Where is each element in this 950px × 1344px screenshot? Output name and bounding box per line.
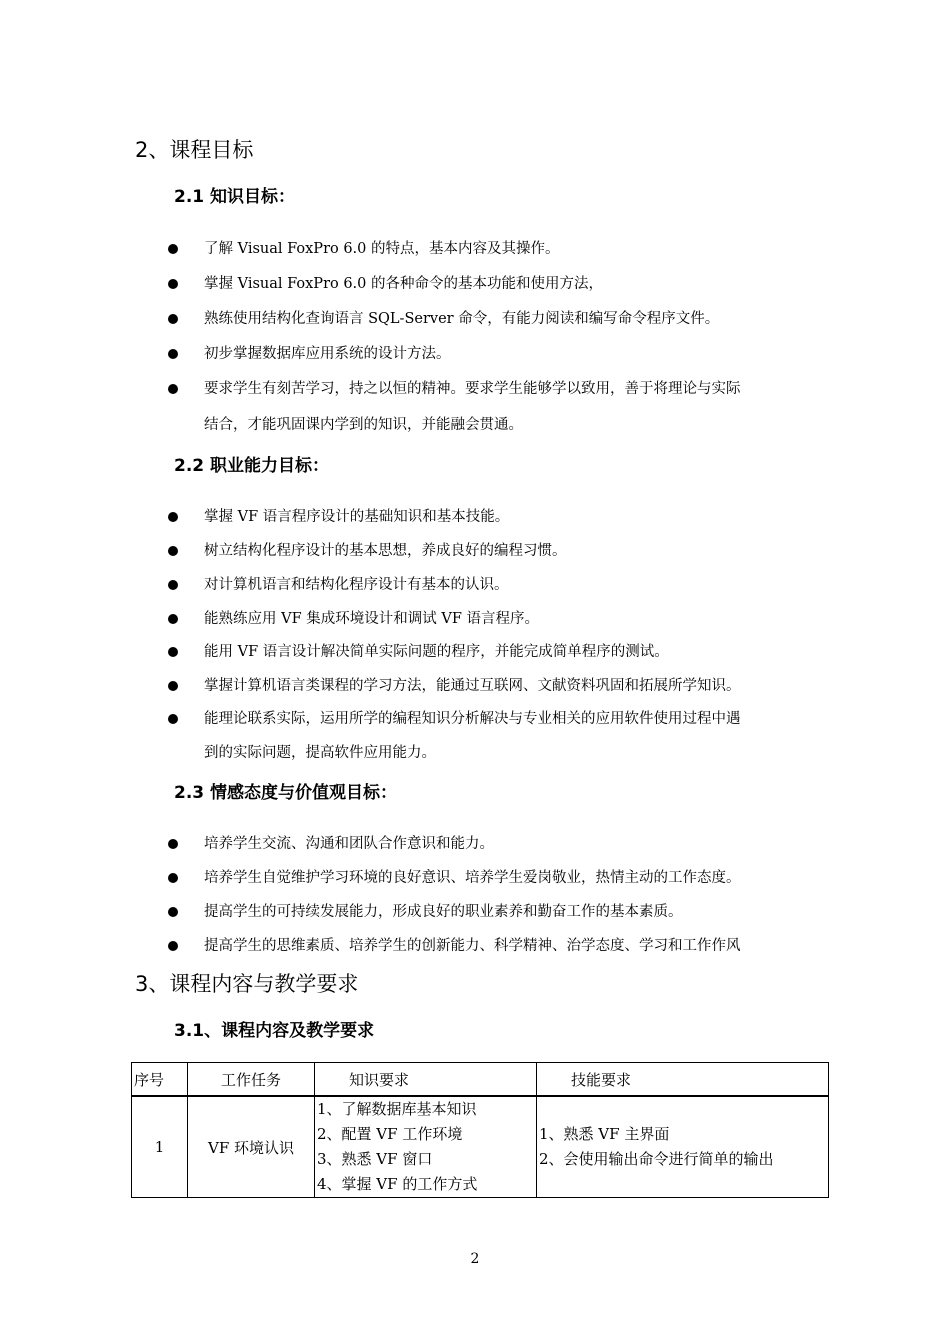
page-number: 2 <box>470 1251 480 1267</box>
list-item: 培养学生交流、沟通和团队合作意识和能力。 <box>204 836 494 852</box>
header-cell-task: 工作任务 <box>188 1063 315 1097</box>
bullet-icon <box>168 384 178 394</box>
bullet-icon <box>168 647 178 657</box>
cell-knowledge <box>315 1096 537 1198</box>
section-3-heading: 3、课程内容与教学要求 <box>135 972 359 996</box>
list-item: 能理论联系实际，运用所学的编程知识分析解决与专业相关的应用软件使用过程中遇 <box>204 711 741 727</box>
bullet-icon <box>168 314 178 324</box>
header-cell-number: 序号 <box>132 1063 188 1097</box>
bullet-icon <box>168 512 178 522</box>
list-item: 对计算机语言和结构化程序设计有基本的认识。 <box>204 577 509 593</box>
list-item: 提高学生的思维素质、培养学生的创新能力、科学精神、治学态度、学习和工作作风 <box>204 938 741 954</box>
list-item: 熟练使用结构化查询语言 SQL-Server 命令，有能力阅读和编写命令程序文件。 <box>204 311 720 327</box>
list-item: 掌握 Visual FoxPro 6.0 的各种命令的基本功能和使用方法， <box>204 276 604 292</box>
subsection-3-1-heading: 3.1、课程内容及教学要求 <box>174 1021 375 1041</box>
bullet-icon <box>168 714 178 724</box>
course-content-table <box>131 1062 829 1198</box>
list-item-continuation: 到的实际问题，提高软件应用能力。 <box>204 745 436 761</box>
skill-line: 1、熟悉 VF 主界面 <box>539 1125 670 1143</box>
list-item-continuation: 结合，才能巩固课内学到的知识，并能融会贯通。 <box>204 417 523 433</box>
subsection-2-2-heading: 2.2 职业能力目标： <box>174 456 330 476</box>
subsection-2-1-heading: 2.1 知识目标： <box>174 187 296 207</box>
bullet-icon <box>168 681 178 691</box>
list-item: 能熟练应用 VF 集成环境设计和调试 VF 语言程序。 <box>204 611 539 627</box>
bullet-icon <box>168 873 178 883</box>
knowledge-line: 2、配置 VF 工作环境 <box>317 1125 463 1143</box>
bullet-icon <box>168 907 178 917</box>
list-item: 提高学生的可持续发展能力，形成良好的职业素养和勤奋工作的基本素质。 <box>204 904 683 920</box>
cell-task: VF 环境认识 <box>188 1096 315 1198</box>
list-item: 树立结构化程序设计的基本思想，养成良好的编程习惯。 <box>204 543 567 559</box>
bullet-icon <box>168 546 178 556</box>
cell-skills <box>537 1096 829 1198</box>
subsection-2-3-heading: 2.3 情感态度与价值观目标： <box>174 783 398 803</box>
bullet-icon <box>168 839 178 849</box>
list-item: 培养学生自觉维护学习环境的良好意识、培养学生爱岗敬业，热情主动的工作态度。 <box>204 870 741 886</box>
list-item: 能用 VF 语言设计解决简单实际问题的程序，并能完成简单程序的测试。 <box>204 644 669 660</box>
bullet-icon <box>168 614 178 624</box>
bullet-icon <box>168 580 178 590</box>
header-cell-knowledge: 知识要求 <box>315 1063 537 1097</box>
bullet-icon <box>168 941 178 951</box>
table-header-row <box>132 1063 829 1097</box>
list-item: 要求学生有刻苦学习，持之以恒的精神。要求学生能够学以致用，善于将理论与实际 <box>204 381 741 397</box>
knowledge-line: 3、熟悉 VF 窗口 <box>317 1150 433 1168</box>
bullet-icon <box>168 244 178 254</box>
list-item: 了解 Visual FoxPro 6.0 的特点，基本内容及其操作。 <box>204 241 560 257</box>
list-item: 初步掌握数据库应用系统的设计方法。 <box>204 346 451 362</box>
table-row <box>132 1096 829 1198</box>
list-item: 掌握计算机语言类课程的学习方法，能通过互联网、文献资料巩固和拓展所学知识。 <box>204 678 741 694</box>
cell-number: 1 <box>132 1096 188 1198</box>
bullet-icon <box>168 349 178 359</box>
bullet-icon <box>168 279 178 289</box>
knowledge-line: 1、了解数据库基本知识 <box>317 1100 477 1118</box>
knowledge-line: 4、掌握 VF 的工作方式 <box>317 1175 478 1193</box>
header-cell-skills: 技能要求 <box>537 1063 829 1097</box>
list-item: 掌握 VF 语言程序设计的基础知识和基本技能。 <box>204 509 510 525</box>
section-2-heading: 2、课程目标 <box>135 138 254 162</box>
skill-line: 2、会使用输出命令进行简单的输出 <box>539 1150 774 1168</box>
